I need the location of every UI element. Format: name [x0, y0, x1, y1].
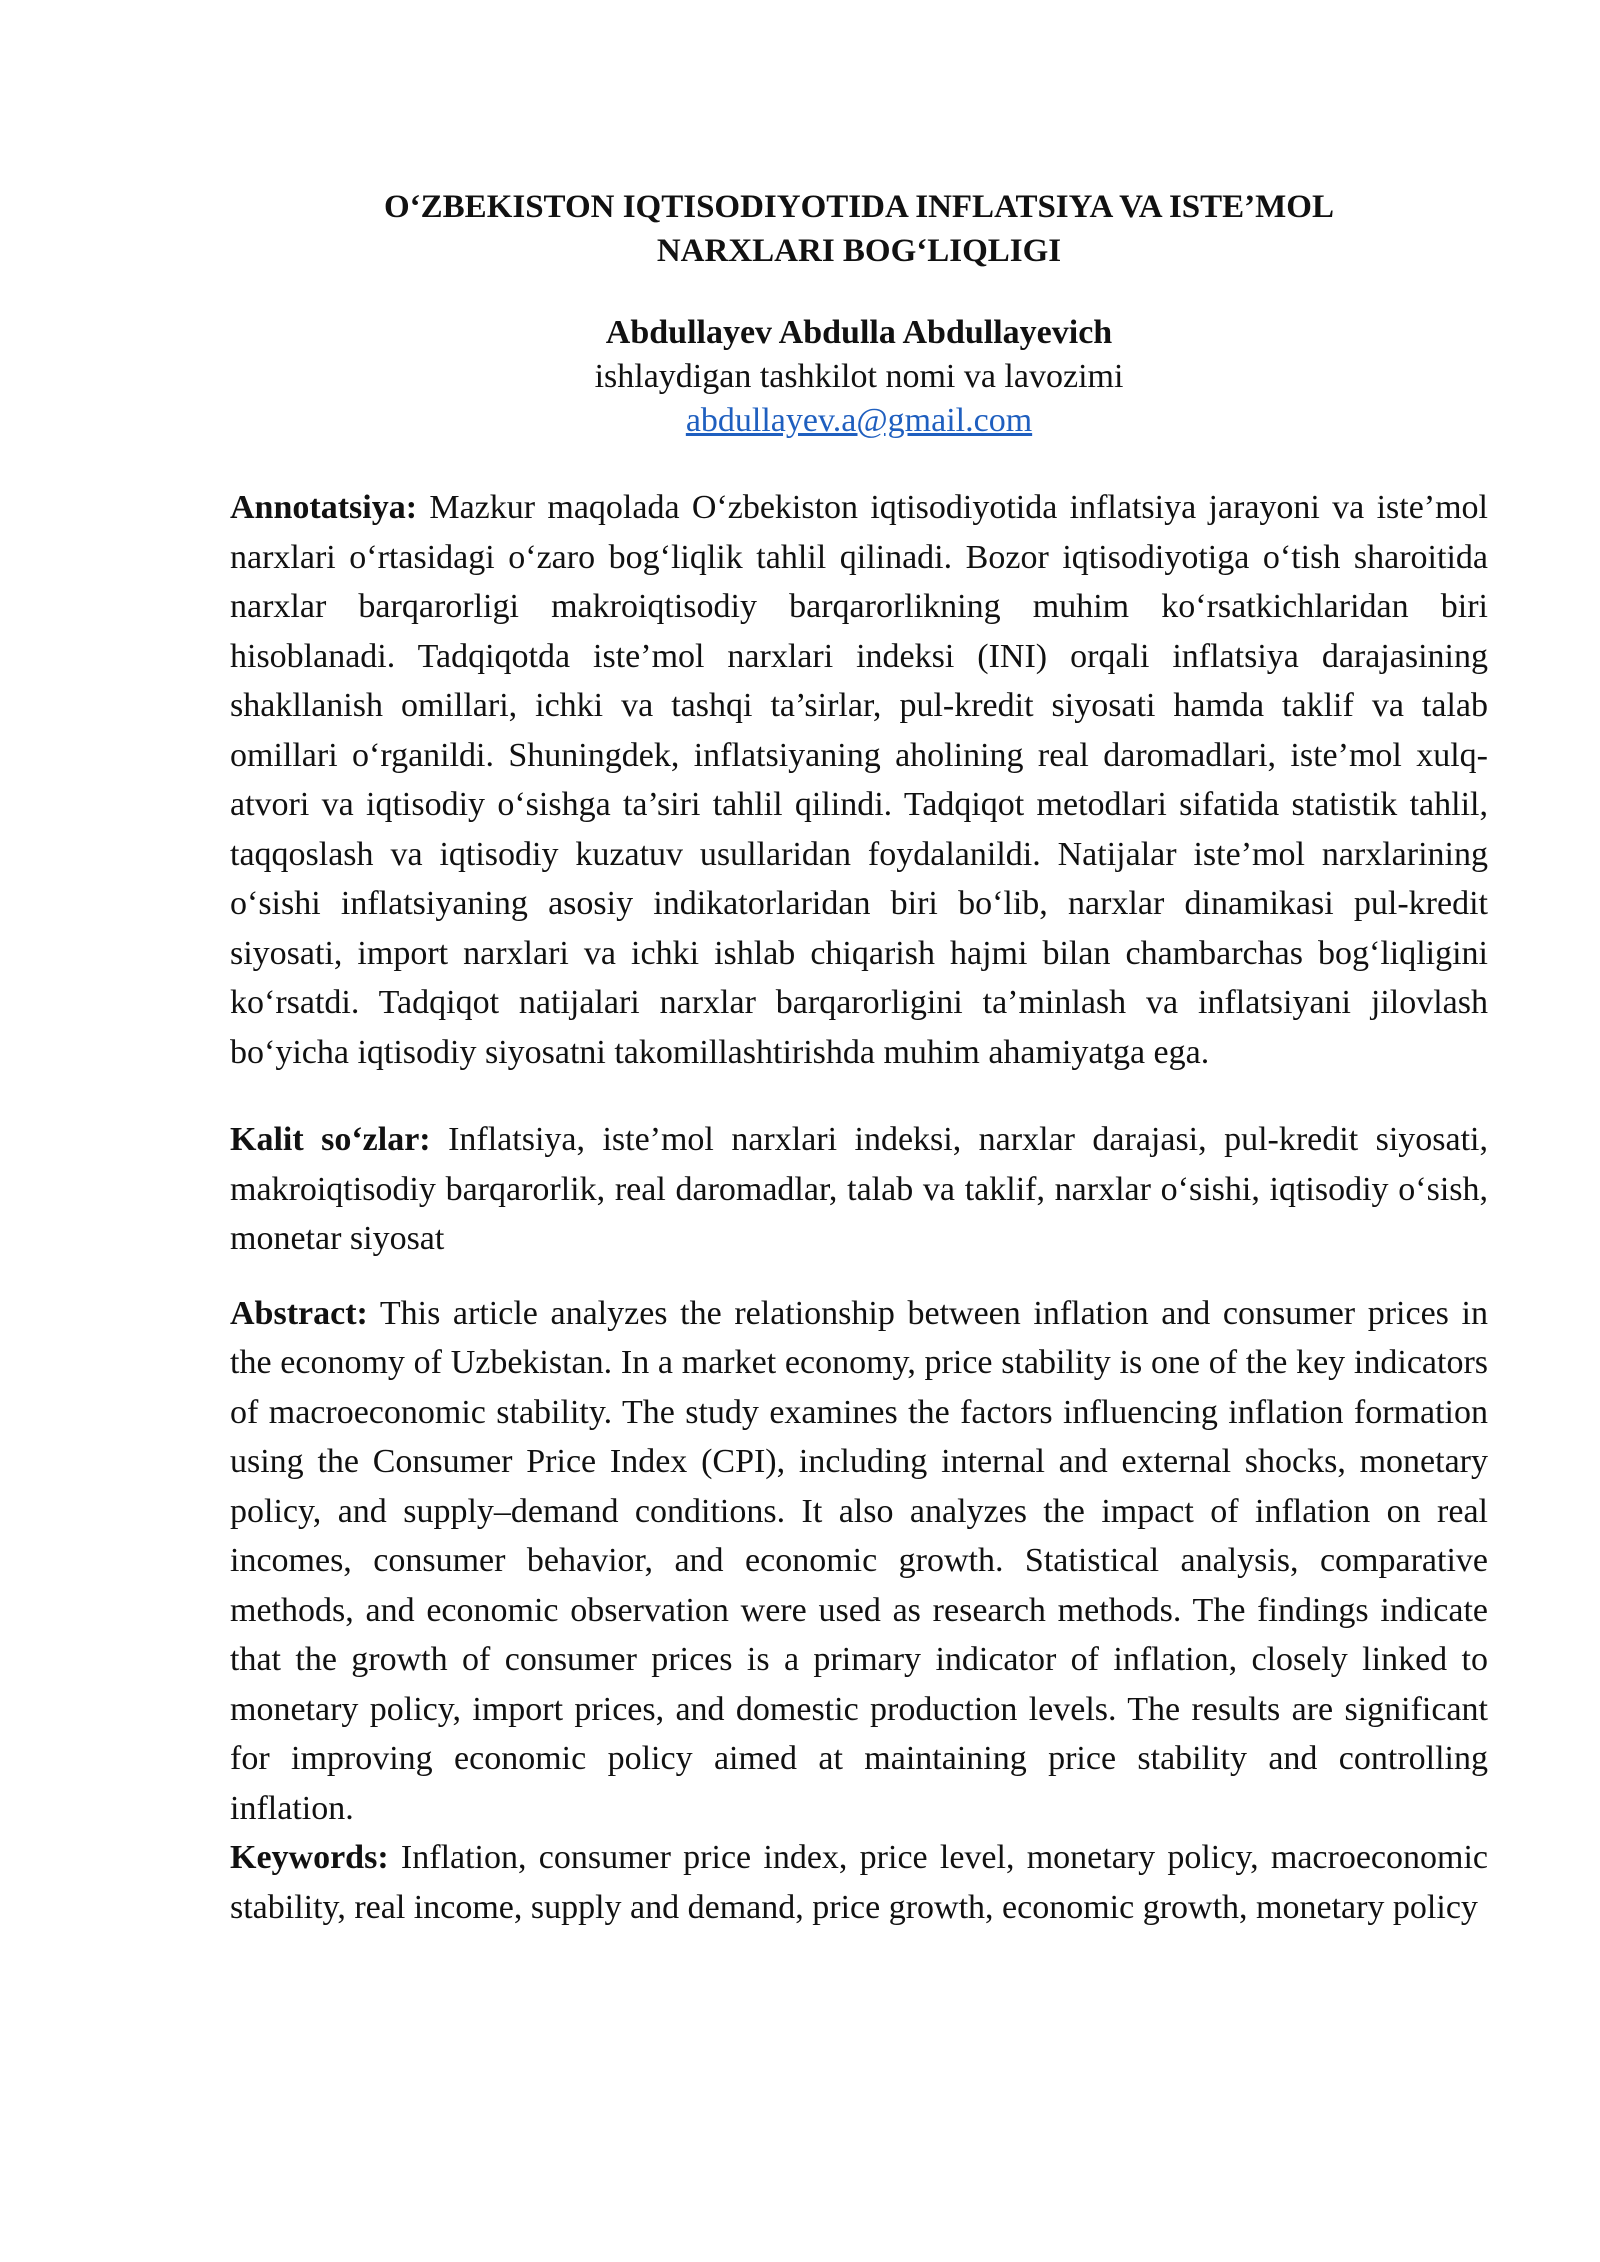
annotation-paragraph [230, 483, 1488, 1077]
title-line-1: O‘ZBEKISTON IQTISODIYOTIDA INFLATSIYA VA ISTE’MOL [384, 189, 1334, 225]
abstract-label: Abstract: [230, 1294, 368, 1332]
keywords-uz-label: Kalit so‘zlar: [230, 1121, 431, 1158]
author-block [230, 311, 1488, 443]
paper-title [230, 185, 1488, 273]
keywords-en-paragraph [230, 1833, 1488, 1932]
abstract-paragraph [230, 1289, 1488, 1834]
paper-page [230, 185, 1488, 1932]
keywords-en-text: Inflation, consumer price index, price level, monetary policy, macroeconomic stability, real income, supply and demand, price growth, economic growth, monetary policy [230, 1839, 1489, 1926]
keywords-uz-text: Inflatsiya, iste’mol narxlari indeksi, narxlar darajasi, pul-kredit siyosati, makroiqtisodiy barqarorlik, real daromadlar, talab va taklif, narxlar o‘sishi, iqtisodiy o‘sish, monetar siyosat [230, 1121, 1489, 1257]
author-affiliation: ishlaydigan tashkilot nomi va lavozimi [594, 358, 1124, 395]
abstract-text: This article analyzes the relationship between inflation and consumer prices in the economy of Uzbekistan. In a market economy, price stability is one of the key indicators of macroeconomic stability. The study examines the factors influencing inflation formation using the Consumer Price Index (CPI), including internal and external shocks, monetary policy, and supply–demand conditions. It also analyzes the impact of inflation on real incomes, consumer behavior, and economic growth. Statistical analysis, comparative methods, and economic observation were used as research methods. The findings indicate that the growth of consumer prices is a primary indicator of inflation, closely linked to monetary policy, import prices, and domestic production levels. The results are significant for improving economic policy aimed at maintaining price stability and controlling inflation. [230, 1294, 1488, 1827]
annotation-label: Annotatsiya: [230, 489, 418, 526]
author-email-link[interactable]: abdullayev.a@gmail.com [685, 402, 1033, 439]
keywords-uz-paragraph [230, 1115, 1488, 1264]
title-line-2: NARXLARI BOG‘LIQLIGI [656, 233, 1062, 269]
annotation-text: Mazkur maqolada O‘zbekiston iqtisodiyotida inflatsiya jarayoni va iste’mol narxlari o‘rtasidagi o‘zaro bog‘liqlik tahlil qilinadi. Bozor iqtisodiyotiga o‘tish sharoitida narxlar barqarorligi makroiqtisodiy barqarorlikning muhim ko‘rsatkichlaridan biri hisoblanadi. Tadqiqotda iste’mol narxlari indeksi (INI) orqali inflatsiya darajasining shakllanish omillari, ichki va tashqi ta’sirlar, pul-kredit siyosati hamda taklif va talab omillari o‘rganildi. Shuningdek, inflatsiyaning aholining real daromadlari, iste’mol xulq-atvori va iqtisodiy o‘sishga ta’siri tahlil qilindi. Tadqiqot metodlari sifatida statistik tahlil, taqqoslash va iqtisodiy kuzatuv usullaridan foydalanildi. Natijalar iste’mol narxlarining o‘sishi inflatsiyaning asosiy indikatorlaridan biri bo‘lib, narxlar dinamikasi pul-kredit siyosati, import narxlari va ichki ishlab chiqarish hajmi bilan chambarchas bog‘liqligini ko‘rsatdi. Tadqiqot natijalari narxlar barqarorligini ta’minlash va inflatsiyani jilovlash bo‘yicha iqtisodiy siyosatni takomillashtirishda muhim ahamiyatga ega. [230, 489, 1488, 1071]
keywords-en-label: Keywords: [230, 1839, 389, 1876]
author-name: Abdullayev Abdulla Abdullayevich [605, 314, 1113, 351]
